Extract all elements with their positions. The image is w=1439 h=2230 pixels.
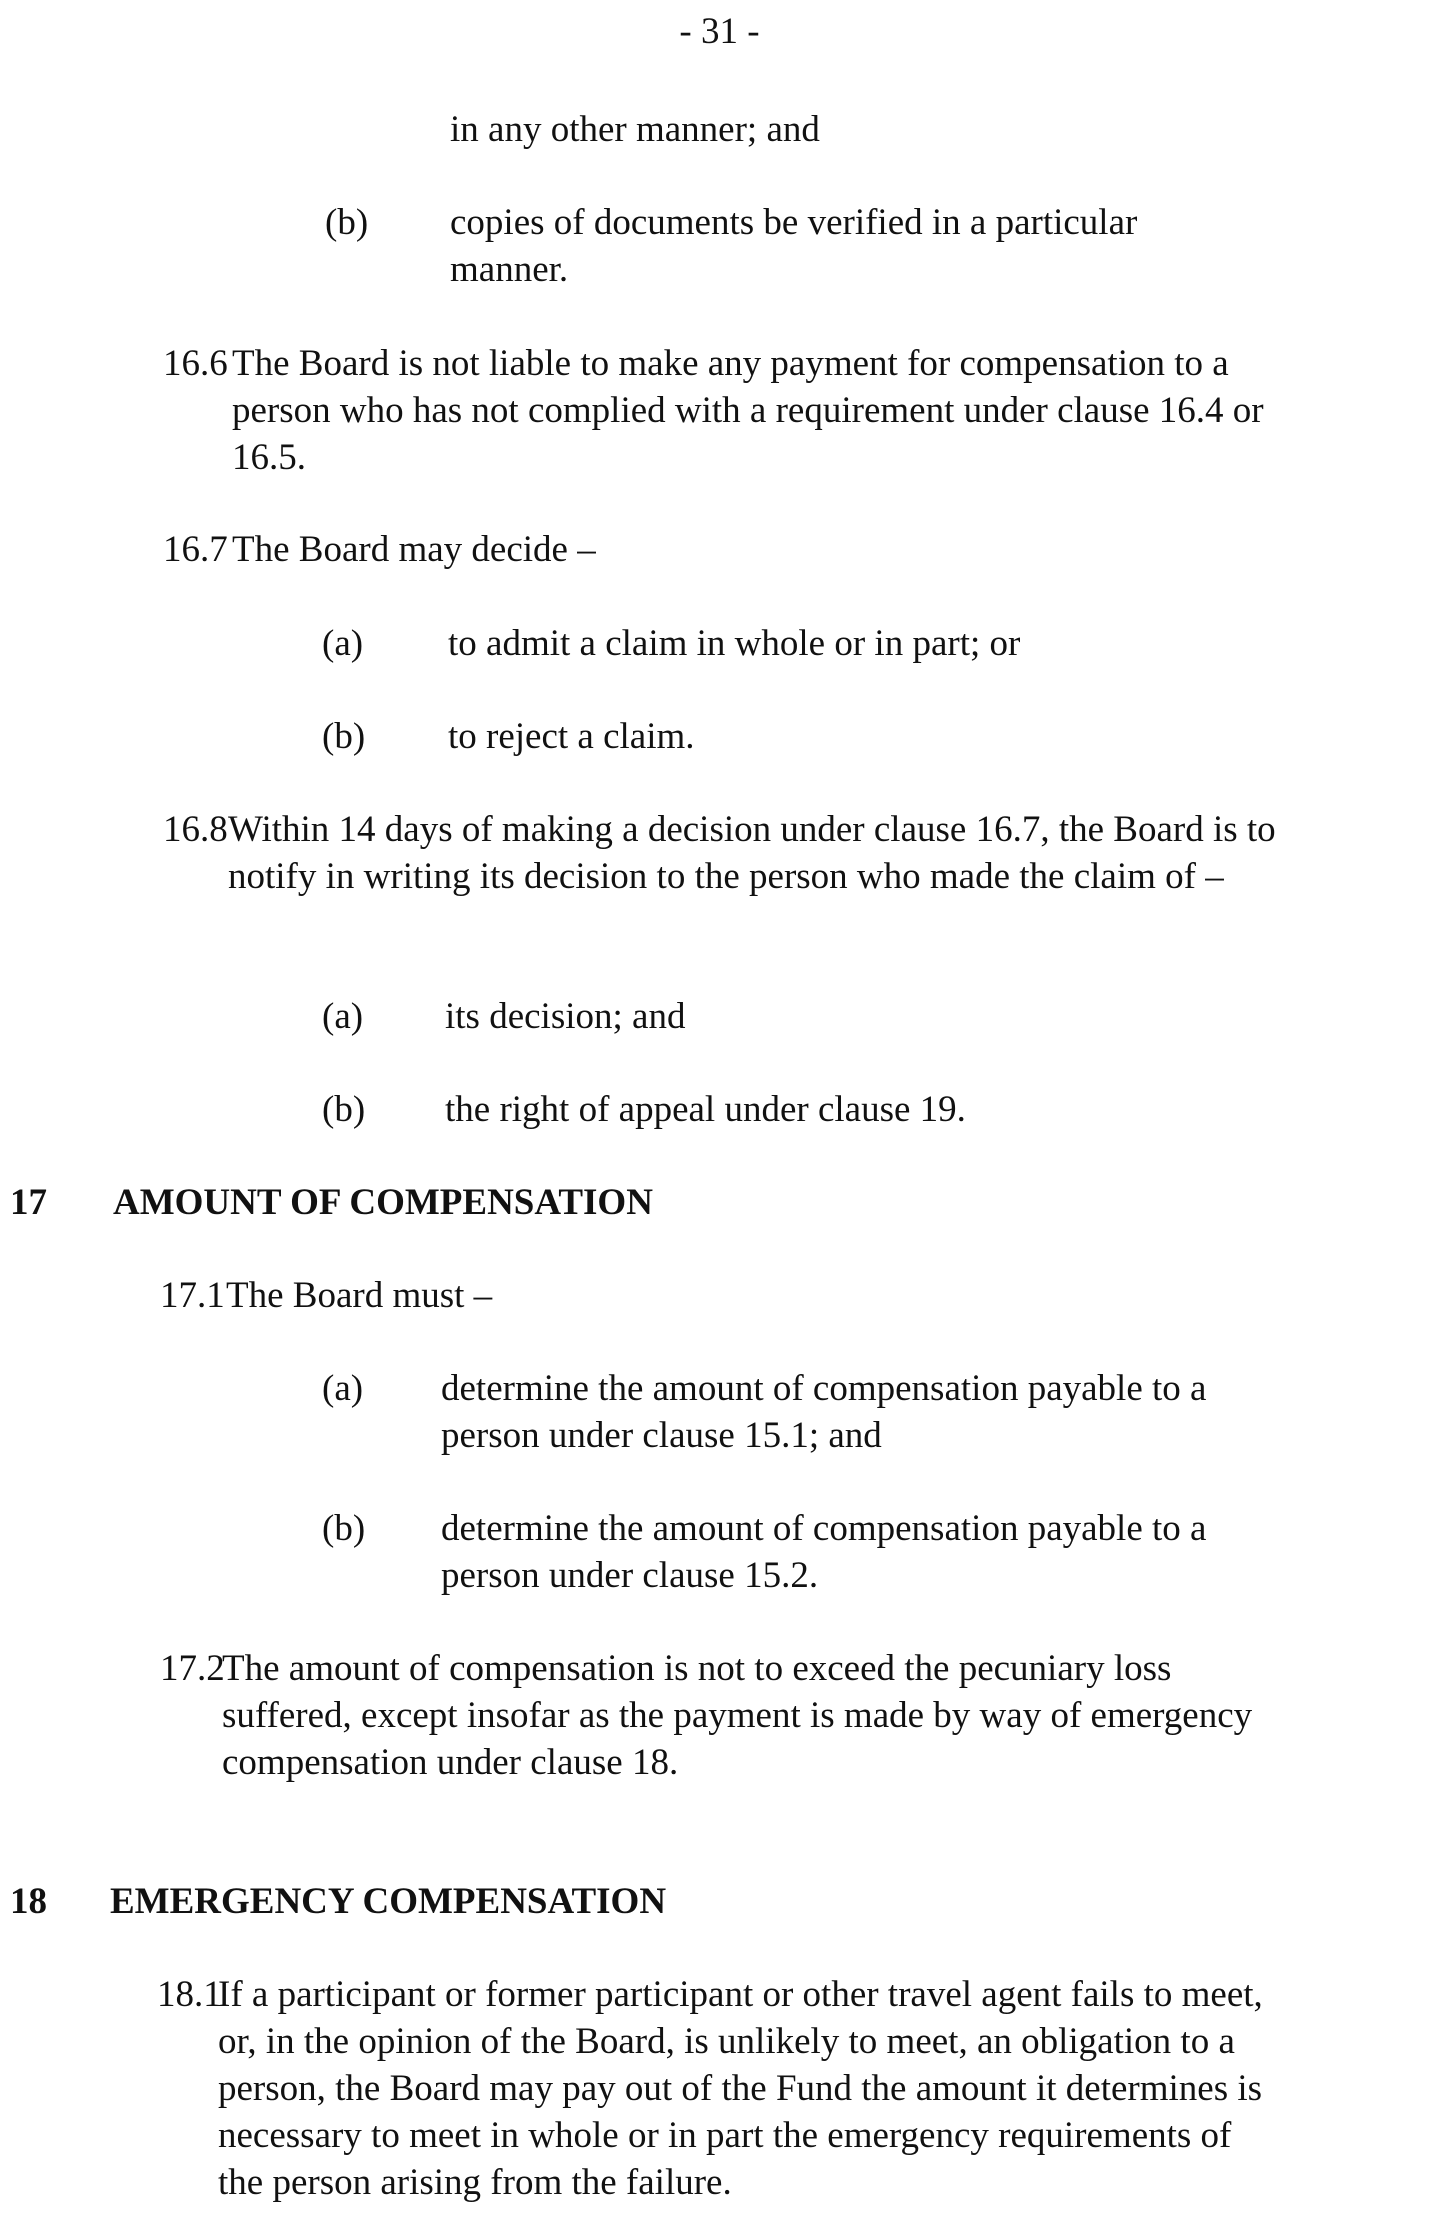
- item-text: its decision; and: [445, 996, 686, 1037]
- clause-text: If a participant or former participant or other travel agent fails to meet, or, in the opinion of the Board, is unlikely to meet, an obligation to a person, the Board may pay out of the Fund the amount it determines is necessary to meet in whole or in part the emergency requirements of the person arising from the failure.: [218, 1974, 1263, 2203]
- item-label: (b): [322, 1508, 366, 1549]
- clause-text: Within 14 days of making a decision under clause 16.7, the Board is to notify in writing its decision to the person who made the claim of –: [228, 809, 1276, 897]
- item-label: (a): [322, 996, 364, 1037]
- clause-number: 16.7: [163, 529, 228, 570]
- item-text: to admit a claim in whole or in part; or: [448, 623, 1021, 664]
- item-label: (b): [325, 202, 369, 243]
- clause-text: The Board is not liable to make any payment for compensation to a person who has not complied with a requirement under clause 16.4 or 16.5.: [232, 343, 1264, 478]
- section-heading: AMOUNT OF COMPENSATION: [113, 1182, 653, 1223]
- section-number: 17: [10, 1182, 47, 1223]
- item-text: determine the amount of compensation payable to a person under clause 15.1; and: [441, 1368, 1207, 1456]
- item-label: (a): [322, 1368, 364, 1409]
- item-text: determine the amount of compensation payable to a person under clause 15.2.: [441, 1508, 1207, 1596]
- clause-number: 16.8: [163, 809, 228, 850]
- continued-item-text: in any other manner; and: [450, 109, 820, 150]
- clause-text: The amount of compensation is not to exceed the pecuniary loss suffered, except insofar as the payment is made by way of emergency compensation under clause 18.: [222, 1648, 1253, 1783]
- section-number: 18: [10, 1881, 47, 1922]
- item-text: copies of documents be verified in a particular manner.: [450, 202, 1138, 290]
- clause-text: The Board may decide –: [232, 529, 596, 570]
- item-label: (a): [322, 623, 364, 664]
- page-number: - 31 -: [679, 11, 760, 52]
- clause-number: 17.2: [160, 1648, 225, 1689]
- clause-number: 16.6: [163, 343, 228, 384]
- item-label: (b): [322, 716, 366, 757]
- clause-number: 17.1: [160, 1275, 225, 1316]
- section-heading: EMERGENCY COMPENSATION: [110, 1881, 667, 1922]
- item-text: to reject a claim.: [448, 716, 695, 757]
- item-label: (b): [322, 1089, 366, 1130]
- clause-text: The Board must –: [226, 1275, 493, 1316]
- clause-number: 18.1: [157, 1974, 222, 2015]
- item-text: the right of appeal under clause 19.: [445, 1089, 966, 1130]
